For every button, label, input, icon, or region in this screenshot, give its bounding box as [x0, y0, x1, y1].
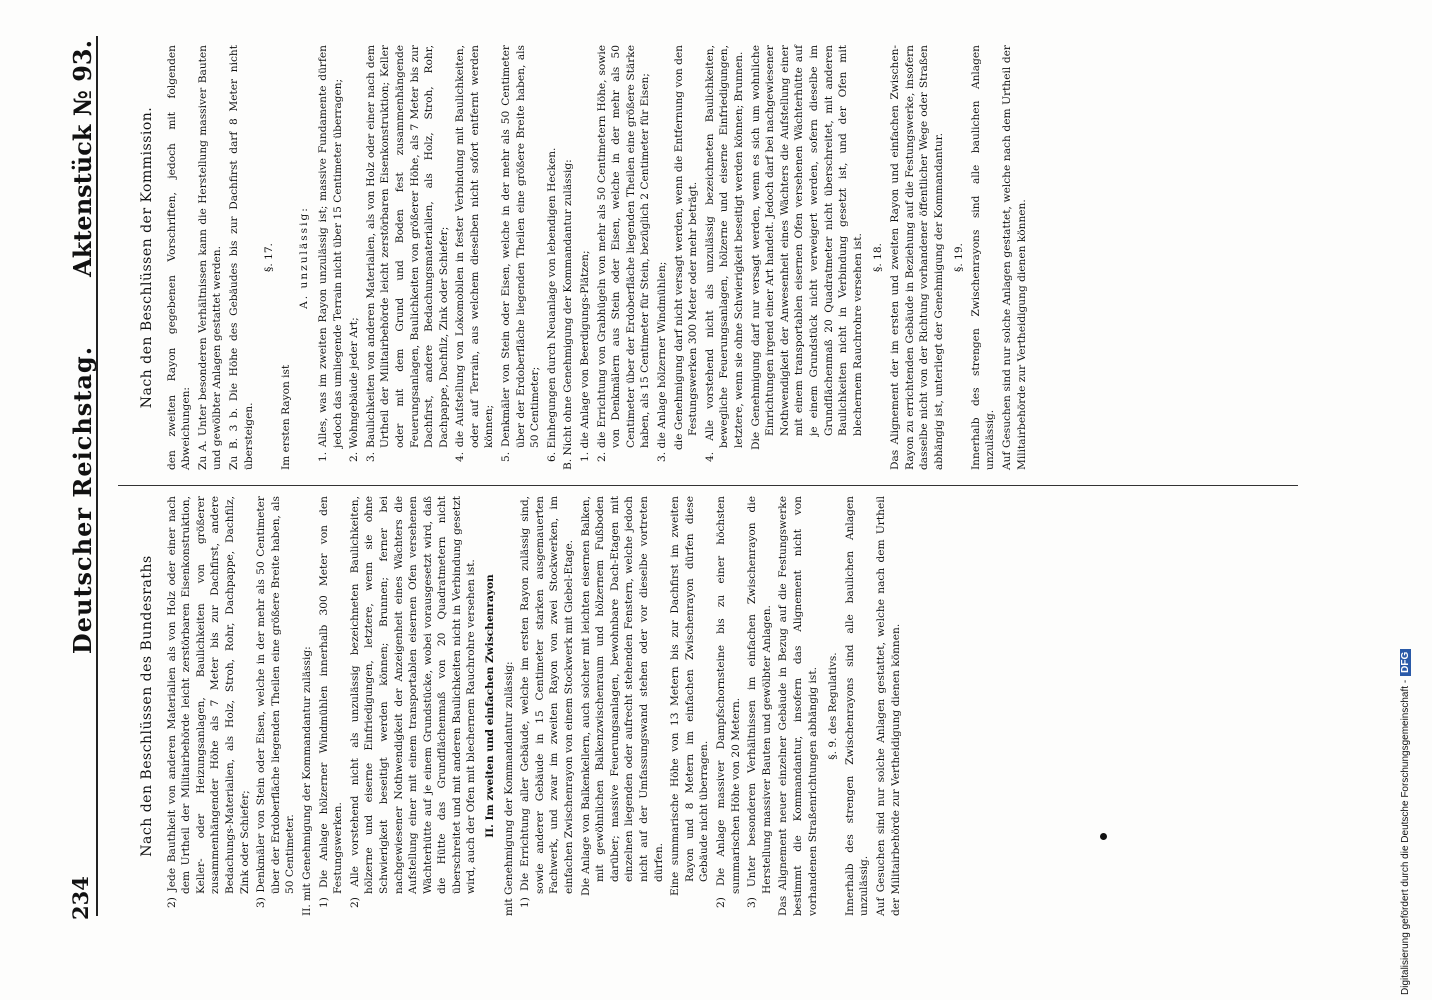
right-paragraph: Zu A. Unter besonderen Verhältnissen kann die Herstellung massiver Bauten und gewölbter Anlagen gestattet werden.: [196, 45, 224, 470]
running-header: [62, 0, 114, 1000]
section-17: §. 17.: [263, 243, 276, 272]
left-column-heading: Nach den Beschlüssen des Bundesraths: [139, 555, 155, 857]
left-subheading: mit Genehmigung der Kommandantur zulässig:: [502, 661, 515, 916]
right-item: 2. Wohngebäude jeder Art;: [348, 317, 361, 462]
right-item: 1. Alles, was im zweiten Rayon unzulässig ist; massive Fundamente dürfen jedoch das umliegende Terrain nicht über 15 Centimeter überragen;: [316, 45, 344, 462]
left-item: 2) Die Anlage massiver Dampfschornsteine bis zu einer höchsten summarischen Höhe von 20 Metern.: [714, 496, 742, 908]
left-subheading: II. mit Genehmigung der Kommandantur zulässig:: [300, 646, 313, 916]
left-item: 2) Jede Bauthkeit von anderen Materialien als von Holz oder einer nach dem Urtheil der Militairbehörde leicht zerstörbaren Eisenkonstruktion, Keller- oder Heizungsanlagen, Baulichkeiten von größerer zusammenhängender Höhe als 7 Meter bis zur Dachfirst, andere Bedachungs-Materialien, als Holz, Stroh, Rohr, Dachpappe, Dachfilz, Zink oder Schiefer;: [165, 496, 251, 908]
section-18: §. 18.: [872, 243, 885, 272]
right-item: die Genehmigung darf nicht versagt werden, wenn die Entfernung von den Festungswerken 300 Meter oder mehr beträgt.: [672, 45, 700, 450]
left-item: Die Anlage von Balkenkellern, auch solcher mit leichten eisernen Balken, mit gewöhnlichen Balkenzwischenraum und hölzernem Fußboden darüber; massive Feuerungsanlagen, bewohnbare Dach-Etagen mit einzelnen liegenden oder aufrecht stehenden Fenstern, welche jedoch nicht auf der Umfassungswand stehen oder vor dieselbe vortreten dürfen.: [579, 496, 665, 896]
left-section-number: §. 9. des Regulativs.: [827, 652, 840, 760]
right-item: 1. die Anlage von Beerdigungs-Plätzen;: [579, 250, 592, 462]
right-item: 4. Alle vorstehend nicht als unzulässig bezeichneten Baulichkeiten, bewegliche Feuerungsanlagen, hölzerne und eiserne Einfriedigungen, letztere, wenn sie ohne Schwierigkeit beseitigt werden können; Brunnen.: [703, 45, 745, 462]
footer-text: Digitalisierung gefördert durch die Deutsche Forschungsgemeinschaft -: [1400, 679, 1411, 995]
right-column: [140, 45, 1031, 470]
right-paragraph: Innerhalb des strengen Zwischenrayons sind alle baulichen Anlagen unzulässig.: [969, 45, 997, 470]
document-number: Aktenstück № 93.: [68, 40, 97, 277]
page-number: 234: [68, 876, 93, 920]
ink-dot: [1100, 833, 1107, 840]
page-title: Deutscher Reichstag.: [68, 345, 97, 655]
right-column-heading: Nach den Beschlüssen der Kommission.: [139, 106, 155, 409]
right-item: 2. die Errichtung von Grabhügeln von mehr als 50 Centimetern Höhe, sowie von Denkmälern aus Stein oder Eisen, welche in der mehr als 50 Centimeter über der Erdoberfläche liegenden Theilen eine größere Stärke haben, als 15 Centimeter für Stein, bezüglich 2 Centimeter für Eisen;: [595, 45, 652, 462]
header-rule: [96, 36, 98, 916]
left-item: 2) Alle vorstehend nicht als unzulässig bezeichneten Baulichkeiten, hölzerne und eiserne Einfriedigungen, letztere, wenn sie ohne Schwierigkeit beseitigt werden können; Brunnen; ferner bei nachgewiesener Nothwendigkeit der Anzeigenheit eines Wächters die Aufstellung einer mit einem transportablen eisernen Ofen versehenen Wächterhütte auf je einem Grundstücke, wobei vorausgesetzt wird, daß die Hütte das Grundflächenmaß von 20 Quadratmetern nicht überschreitet und mit anderen Baulichkeiten nicht in Verbindung gesetzt wird, auch der Ofen mit blechernem Rauchrohre versehen ist.: [348, 496, 478, 908]
right-item: 3. die Anlage hölzerner Windmühlen;: [656, 261, 668, 462]
right-paragraph: Das Alignement der im ersten und zweiten Rayon und einfachen Zwischen-Rayon zu errichtenden Gebäude in Beziehung auf die Festungswerke, insofern dasselbe nicht von der Richtung vorhandener öffentlicher Wege oder Straßen abhängig ist, unterliegt der Genehmigung der Kommandantur.: [888, 45, 945, 470]
right-subheading: B. Nicht ohne Genehmigung der Kommandantur zulässig:: [562, 159, 575, 470]
right-item: Die Genehmigung darf nur versagt werden, wenn es sich um wohnliche Einrichtungen irgend einer Art handelt. Jedoch darf bei nachgewiesener Nothwendigkeit der Anwesenheit eines Wächters die Aufstellung einer mit einem transportablen eisernen Ofen versehenen Wächterhütte auf je einem Grundstück nicht verweigert werden, sofern dieselbe im Grundflächenmaß 20 Quadratmeter nicht überschreitet, mit anderen Baulichkeiten nicht in Verbindung gesetzt ist, und der Ofen mit blechernem Rauchrohre versehen ist.: [749, 45, 864, 450]
left-paragraph: Innerhalb des strengen Zwischenrayons sind alle baulichen Anlagen unzulässig.: [843, 496, 871, 916]
right-subheading: A. unzulässig:: [298, 206, 311, 309]
right-item: 3. Baulichkeiten von anderen Materialien, als von Holz oder einer nach dem Urtheil der Militairbehörde leicht zerstörbaren Eisenkonstruktion; Keller oder mit dem Grund und Boden fest zusammenhängende Feuerungsanlagen, Baulichkeiten von größerer Höhe, als 7 Meter bis zur Dachfirst, andere Bedachungsmaterialien, als Holz, Stroh, Rohr, Dachpappe, Dachfilz, Zink oder Schiefer;: [364, 45, 450, 462]
right-paragraph: Auf Gesuchen sind nur solche Anlagen gestattet, welche nach dem Urtheil der Militairbehörde zur Vertheidigung dienen können.: [1001, 45, 1028, 470]
left-paragraph: Das Alignement neuer einzelner Gebäude in Bezug auf die Festungswerke bestimmt die Kommandantur, insofern das Alignement nicht von vorhandenen Straßenrichtungen abhängig ist.: [777, 496, 819, 916]
left-item: 3) Unter besonderen Verhältnissen im einfachen Zwischenrayon die Herstellung massiver Bauten und gewölbter Anlagen.: [746, 496, 773, 908]
left-paragraph: Auf Gesuchen sind nur solche Anlagen gestattet, welche nach dem Urtheil der Militairbehörde zur Vertheidigung dienen können.: [874, 496, 902, 916]
section-19: §. 19.: [953, 243, 966, 272]
right-paragraph: den zweiten Rayon gegebenen Vorschriften, jedoch mit folgenden Abweichungen:: [165, 45, 193, 470]
left-item: 3) Denkmäler von Stein oder Eisen, welche in der mehr als 50 Centimeter über der Erdoberfläche liegenden Theilen eine größere Breite haben, als 50 Centimeter.: [255, 496, 297, 908]
right-paragraph: Im ersten Rayon ist: [279, 364, 292, 470]
left-item: Eine summarische Höhe von 13 Metern bis zur Dachfirst im zweiten Rayon und 8 Metern im einfachen Zwischenrayon dürfen diese Gebäude nicht überragen.: [669, 496, 711, 896]
right-item: 6. Einhegungen durch Neuanlage von lebendigen Hecken.: [545, 147, 558, 462]
left-item: 1) Die Anlage hölzerner Windmühlen innerhalb 300 Meter von den Festungswerken.: [317, 496, 345, 908]
column-divider: [118, 485, 1298, 486]
left-item: 1) Die Errichtung aller Gebäude, welche im ersten Rayon zulässig sind, sowie anderer Gebäude in 15 Centimeter starken ausgemauerten Fachwerk, und zwar im zweiten Rayon von zwei Stockwerken, im einfachen Zwischenrayon von einem Stockwerk mit Giebel-Etage.: [519, 496, 576, 908]
right-item: 5. Denkmäler von Stein oder Eisen, welche in der mehr als 50 Centimeter über der Erdoberfläche liegenden Theilen eine größere Breite haben, als 50 Centimeter;: [500, 45, 542, 462]
digitization-footer: [1400, 5, 1411, 995]
left-column: [140, 496, 905, 916]
right-paragraph: Zu B. 3 b. Die Höhe des Gebäudes bis zur Dachfirst darf 8 Meter nicht übersteigen.: [227, 45, 255, 470]
right-item: 4. die Aufstellung von Lokomobilen in fester Verbindung mit Baulichkeiten, oder auf Terrain, aus welchem dieselben nicht sofort entfernt werden können;: [454, 45, 496, 462]
dfg-logo: DFG: [1400, 649, 1411, 676]
left-section-heading: II. Im zweiten und einfachen Zwischenrayon: [484, 574, 497, 838]
